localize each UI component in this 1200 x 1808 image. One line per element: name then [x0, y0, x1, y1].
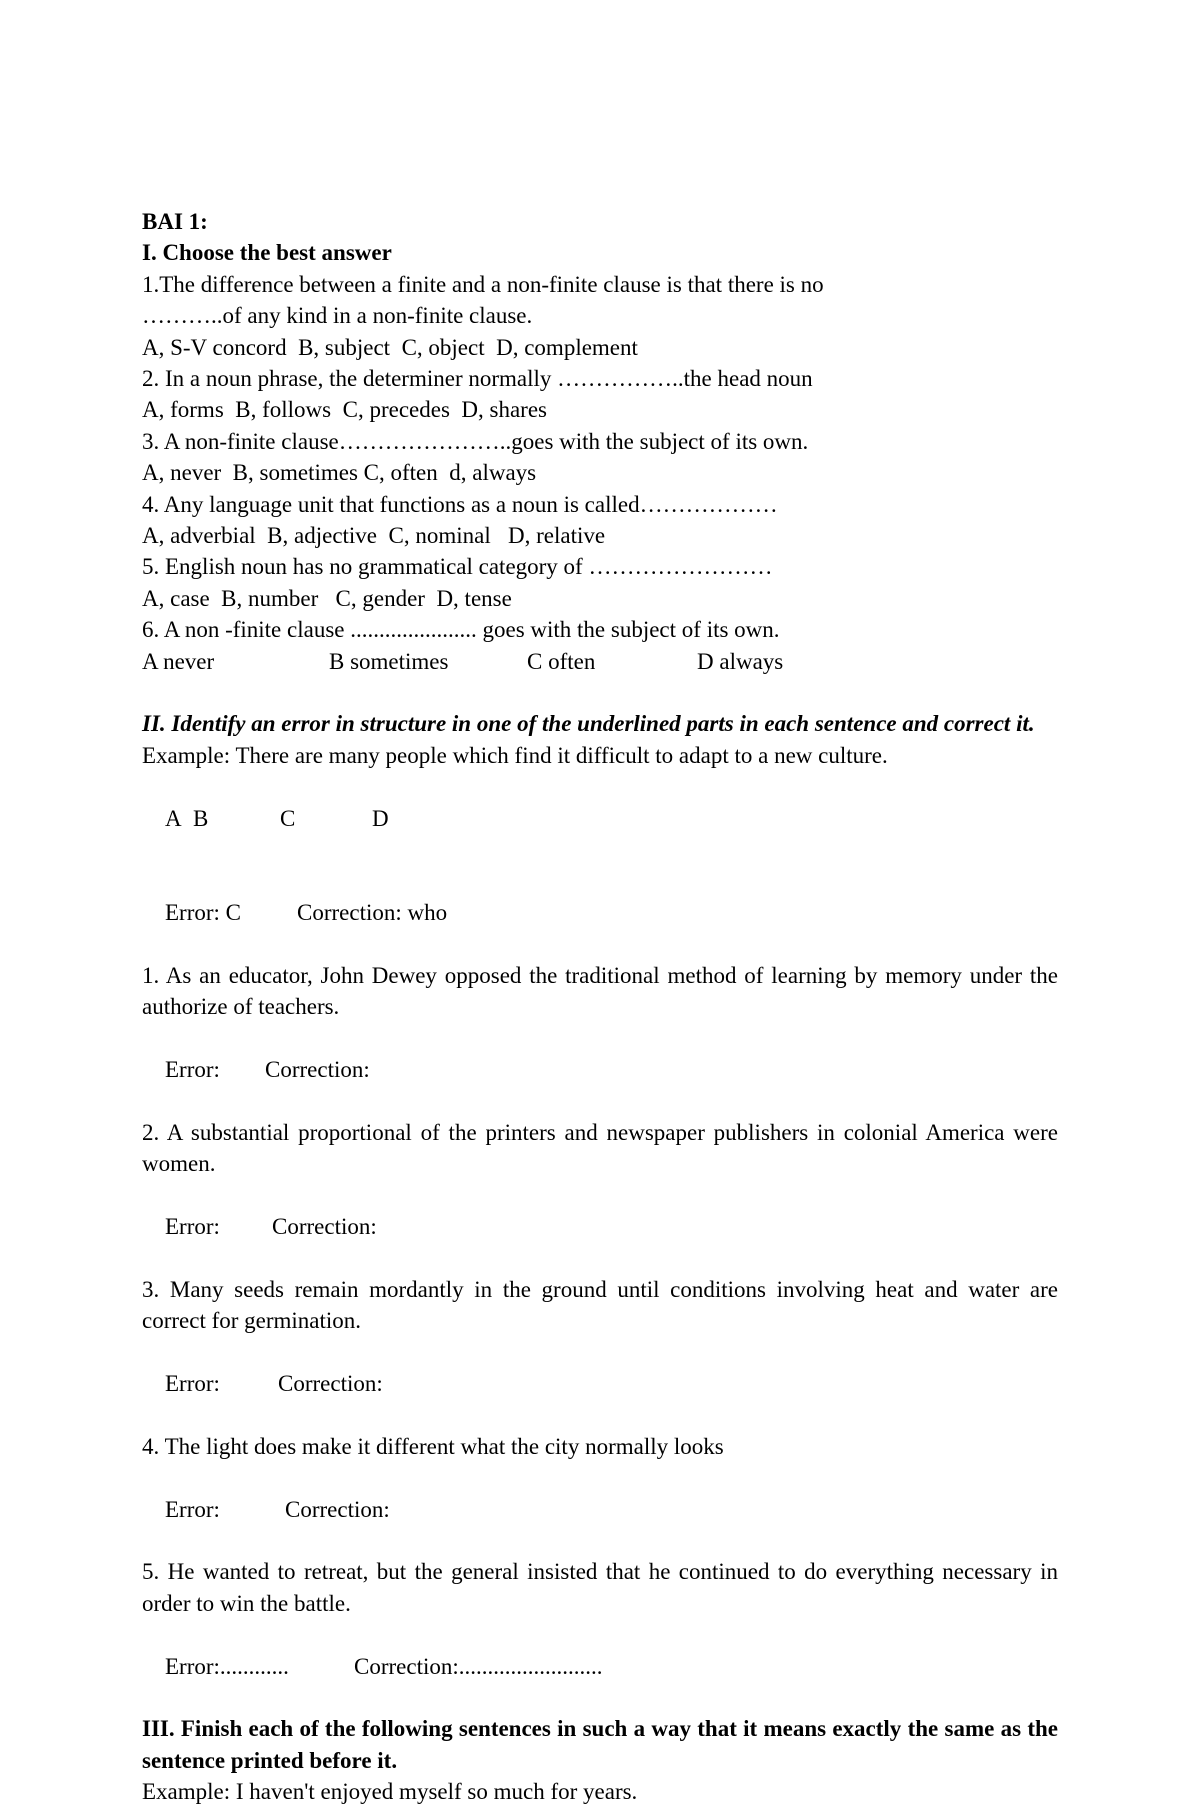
q6-option-c: C often — [527, 648, 596, 674]
q3-stem: 3. A non-finite clause…………………..goes with the subject of its own. — [142, 428, 809, 454]
example-letter-a: A — [165, 805, 182, 831]
item3-error: Error: — [165, 1371, 220, 1397]
section3-example: Example: I haven't enjoyed myself so much for years. — [142, 1779, 638, 1805]
item1-correction: Correction: — [265, 1056, 370, 1082]
item5-error: Error:............ — [165, 1653, 289, 1679]
section2-item5-sentence: 5. He wanted to retreat, but the general insisted that he continued to do everything necessary in order to win the battle. — [142, 1559, 1058, 1616]
section2-item3-answer — [142, 1337, 1058, 1431]
section2-item5-answer — [142, 1619, 1058, 1713]
item4-error: Error: — [165, 1496, 220, 1522]
example-correction: Correction: who — [297, 899, 448, 925]
q4-options: A, adverbial B, adjective C, nominal D, relative — [142, 523, 606, 549]
document-page — [142, 206, 1058, 1808]
q6-option-a: A never — [142, 648, 215, 674]
item2-error: Error: — [165, 1213, 220, 1239]
q1-options: A, S-V concord B, subject C, object D, complement — [142, 334, 638, 360]
spacer — [142, 677, 1058, 708]
document-title: BAI 1: — [142, 209, 208, 234]
section1-heading: I. Choose the best answer — [142, 240, 392, 266]
q2-stem: 2. In a noun phrase, the determiner normally ……………..the head noun — [142, 366, 813, 392]
item2-correction: Correction: — [272, 1213, 377, 1239]
q3-options: A, never B, sometimes C, often d, always — [142, 460, 537, 486]
section3-heading: III. Finish each of the following sentences in such a way that it means exactly the same as the sentence printed before it. — [142, 1716, 1058, 1773]
section2-item2-answer — [142, 1180, 1058, 1274]
section2-item1-sentence: 1. As an educator, John Dewey opposed the traditional method of learning by memory under the authorize of teachers. — [142, 962, 1058, 1020]
q2-options: A, forms B, follows C, precedes D, shares — [142, 397, 547, 423]
section2-example-letters — [142, 771, 1058, 865]
section2-item4-sentence: 4. The light does make it different what the city normally looks — [142, 1433, 724, 1459]
q6-option-b: B sometimes — [329, 648, 449, 674]
example-error: Error: C — [165, 899, 242, 925]
q6-options — [142, 646, 1058, 677]
q1-stem-line1: 1.The difference between a finite and a non-finite clause is that there is no — [142, 271, 824, 297]
section2-example-answer — [142, 866, 1058, 960]
section2-item4-answer — [142, 1462, 1058, 1556]
section2-item2-sentence: 2. A substantial proportional of the printers and newspaper publishers in colonial America were women. — [142, 1119, 1058, 1177]
q6-stem: 6. A non -finite clause ...................... goes with the subject of its own. — [142, 617, 780, 643]
section2-item1-answer — [142, 1023, 1058, 1117]
example-letter-c: C — [280, 805, 296, 831]
q4-stem: 4. Any language unit that functions as a noun is called……………… — [142, 491, 778, 517]
item5-correction: Correction:......................... — [354, 1653, 603, 1679]
q5-options: A, case B, number C, gender D, tense — [142, 585, 512, 611]
item4-correction: Correction: — [285, 1496, 390, 1522]
q6-option-d: D always — [697, 648, 784, 674]
q5-stem: 5. English noun has no grammatical category of …………………… — [142, 554, 773, 580]
example-letter-b: B — [193, 805, 209, 831]
section2-heading: II. Identify an error in structure in one of the underlined parts in each sentence and correct it. — [142, 711, 1035, 737]
section2-item3-sentence: 3. Many seeds remain mordantly in the ground until conditions involving heat and water are correct for germination. — [142, 1276, 1058, 1334]
q1-stem-line2: ………..of any kind in a non-finite clause. — [142, 303, 533, 329]
item3-correction: Correction: — [278, 1371, 383, 1397]
section2-example-sentence: Example: There are many people which find it difficult to adapt to a new culture. — [142, 742, 888, 768]
item1-error: Error: — [165, 1056, 220, 1082]
example-letter-d: D — [372, 805, 389, 831]
